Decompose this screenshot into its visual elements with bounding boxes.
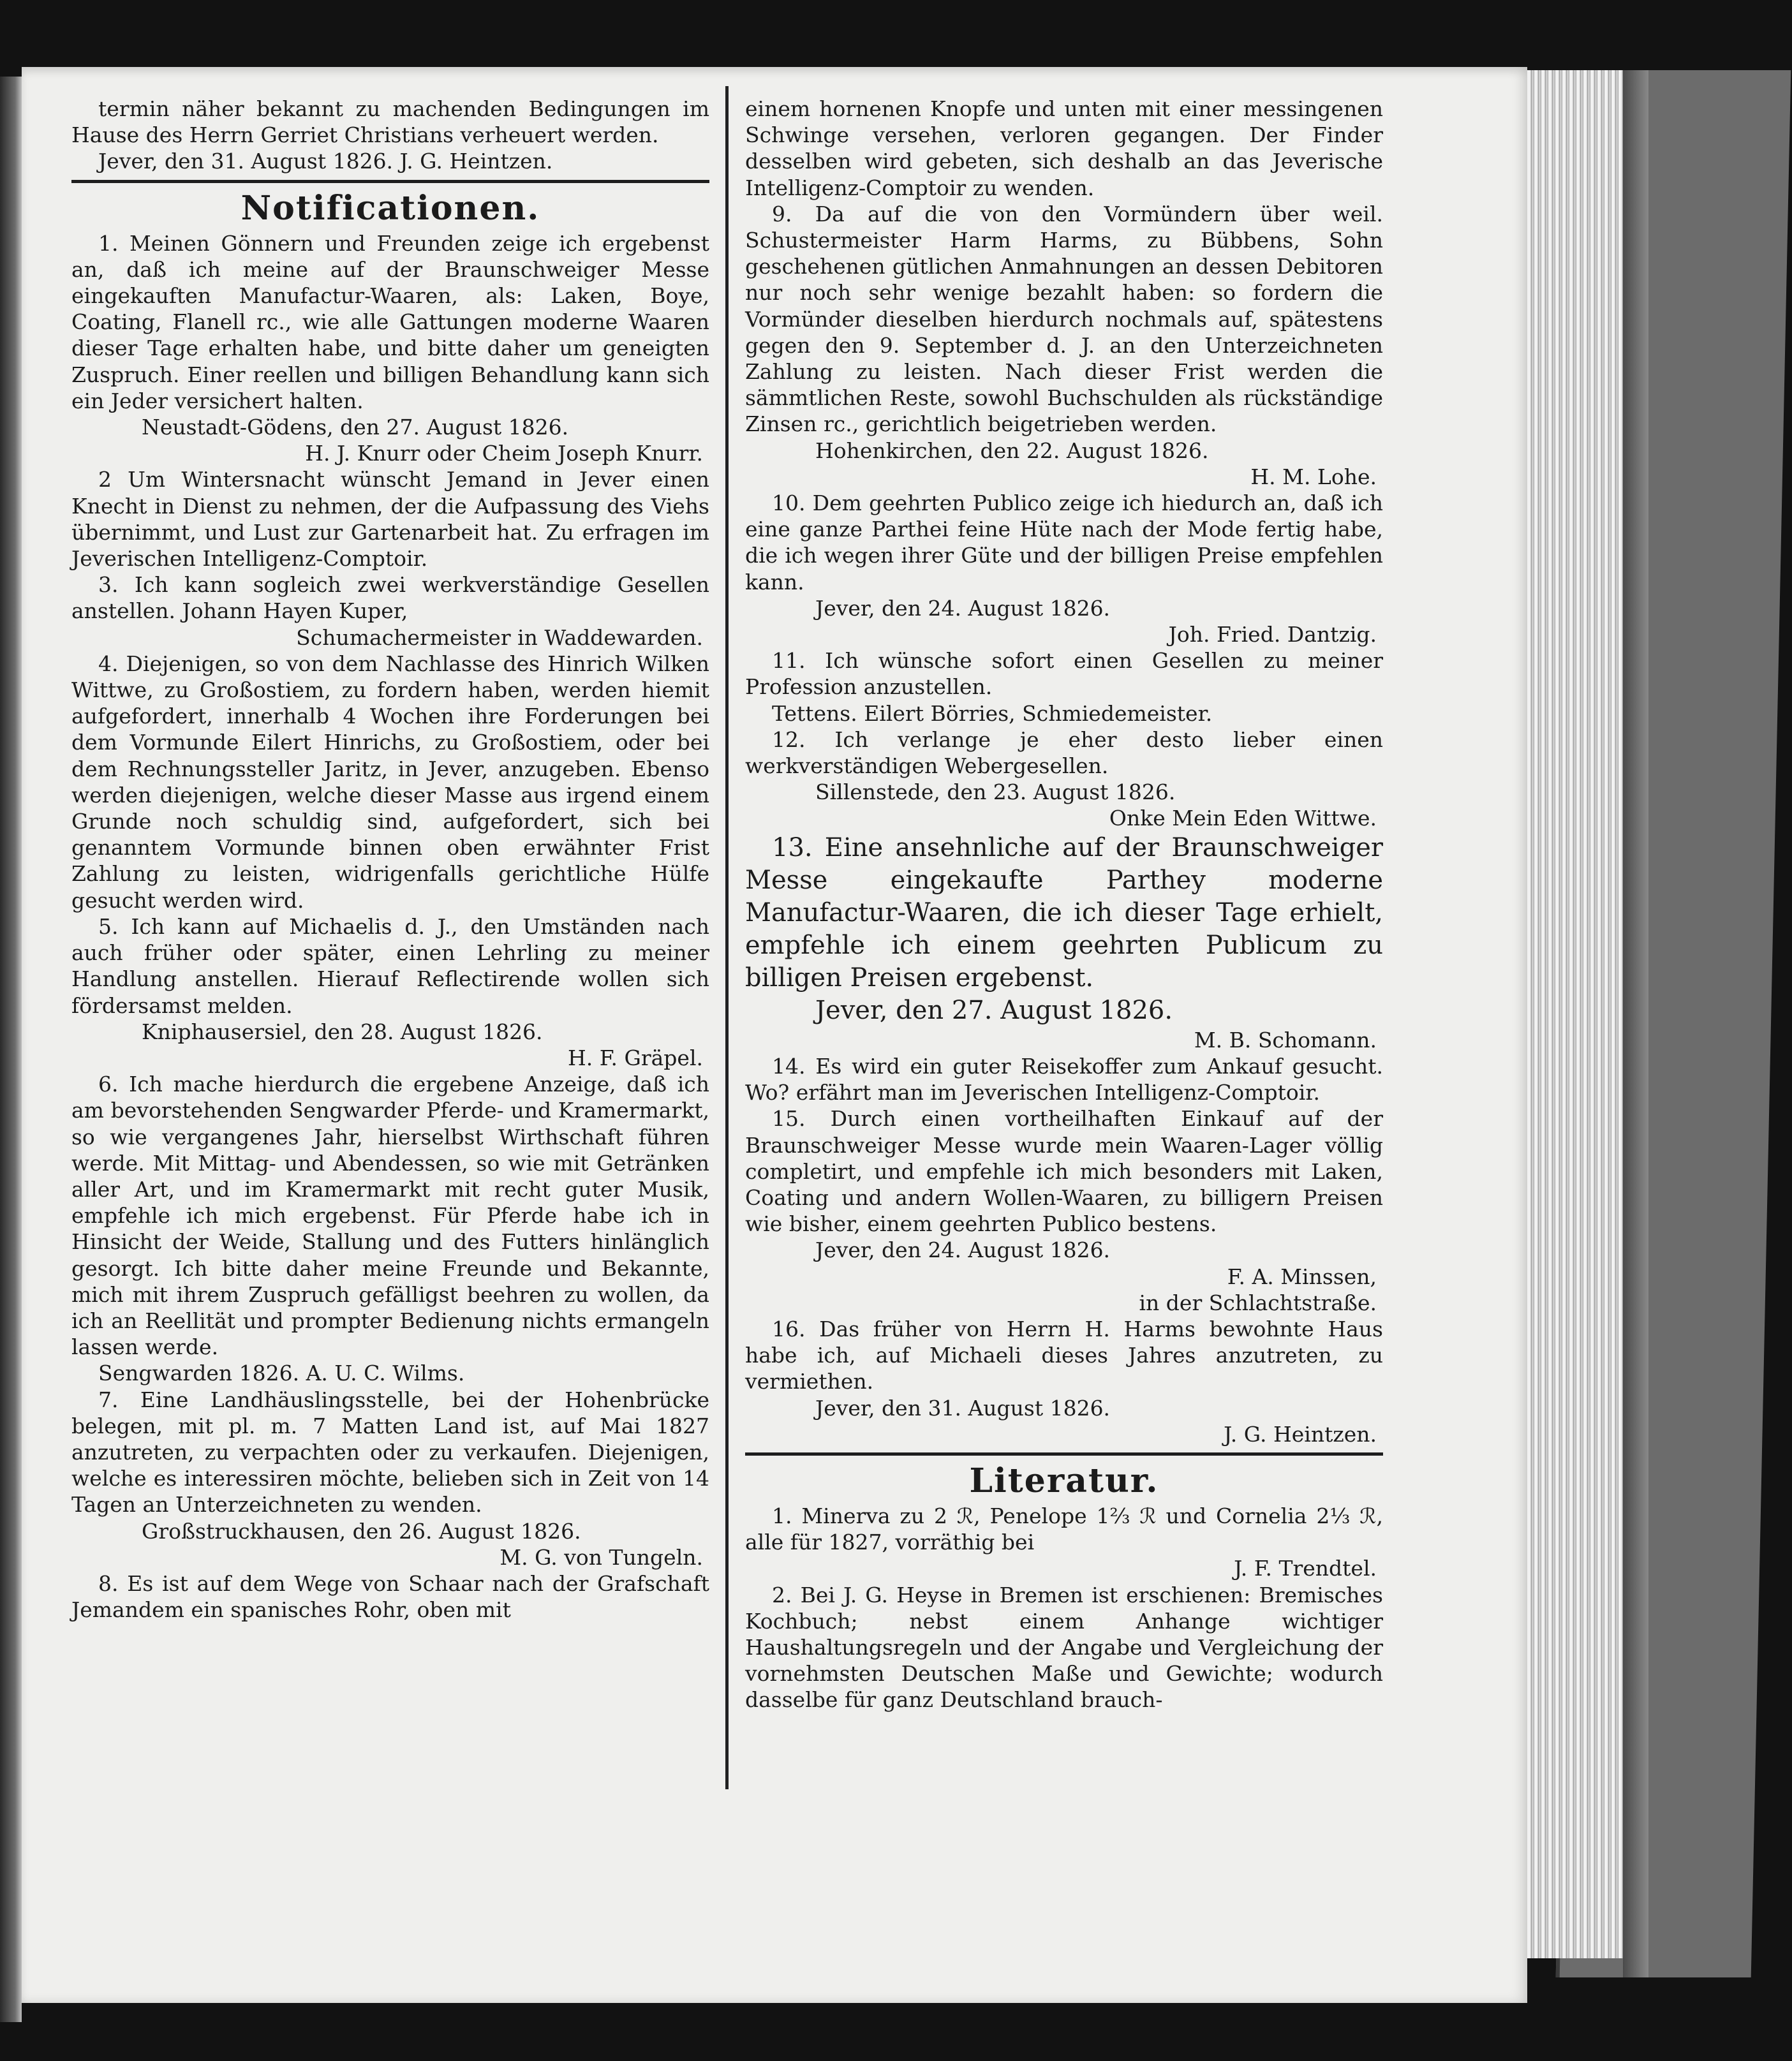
literature-1: 1. Minerva zu 2 ℛ, Penelope 1⅔ ℛ und Cornelia 2⅓ ℛ, alle für 1827, vorräthig bei <box>745 1503 1383 1555</box>
notice-6-signature: Sengwarden 1826. A. U. C. Wilms. <box>98 1361 465 1386</box>
left-column <box>71 96 709 1623</box>
notice-13-signature: M. B. Schomann. <box>1194 1027 1377 1053</box>
notice-15: 15. Durch einen vortheilhaften Einkauf auf der Braunschweiger Messe wurde mein Waaren-Lager völlig completirt, und empfehle ich mich besonders mit Laken, Coating und andern Wollen-Waaren, zu billigern Preisen wie bisher, einem geehrten Publico bestens. <box>745 1106 1383 1237</box>
notice-8-continued: einem hornenen Knopfe und unten mit einer messingenen Schwinge versehen, verloren gegangen. Der Finder desselben wird gebeten, sich deshalb an das Jeverische Intelligenz-Comptoir zu wenden. <box>745 96 1383 200</box>
notice-16: 16. Das früher von Herrn H. Harms bewohnte Haus habe ich, auf Michaeli dieses Jahres anzutreten, zu vermiethen. <box>745 1316 1383 1394</box>
notice-9-place: Hohenkirchen, den 22. August 1826. <box>815 438 1209 463</box>
notice-16-place: Jever, den 31. August 1826. <box>815 1395 1111 1421</box>
literature-1-signature: J. F. Trendtel. <box>1234 1556 1377 1581</box>
notice-2: 2 Um Wintersnacht wünscht Jemand in Jever einen Knecht in Dienst zu nehmen, der die Aufpassung des Viehs übernimmt, und Lust zur Gartenarbeit hat. Zu erfragen im Jeverischen Intelligenz-Comptoir. <box>71 467 709 572</box>
notice-3-signature: Schumachermeister in Waddewarden. <box>296 624 703 650</box>
notice-5-signature: H. F. Gräpel. <box>567 1045 703 1070</box>
binding-left-edge <box>0 77 22 2022</box>
notice-1-signature: H. J. Knurr oder Cheim Joseph Knurr. <box>305 441 703 466</box>
notice-13-place: Jever, den 27. August 1826. <box>815 995 1173 1025</box>
section-rule-literatur <box>745 1452 1383 1456</box>
notice-3: 3. Ich kann sogleich zwei werkverständige Gesellen anstellen. Johann Hayen Kuper, <box>71 572 709 624</box>
notice-9: 9. Da auf die von den Vormündern über weil. Schustermeister Harm Harms, zu Bübbens, Sohn geschehenen gütlichen Anmahnungen an dessen Debitoren nur noch sehr wenige bezahlt haben: so fordern die Vormünder dieselben hierdurch nochmals auf, spätestens gegen den 9. September d. J. an den Unterzeichneten Zahlung zu leisten. Nach dieser Frist werden die sämmtlichen Reste, sowohl Buchschulden als rückständige Zinsen rc., gerichtlich beigetrieben werden. <box>745 201 1383 437</box>
notice-15-signature: F. A. Minssen, <box>1227 1264 1377 1289</box>
notice-5: 5. Ich kann auf Michaelis d. J., den Umständen nach auch früher oder später, einen Lehrling zu meiner Handlung anstellen. Hierauf Reflectirende wollen sich fördersamst melden. <box>71 913 709 1018</box>
notice-1-place: Neustadt-Gödens, den 27. August 1826. <box>142 415 569 440</box>
book-cover-edge <box>1623 70 1648 1977</box>
notice-7: 7. Eine Landhäuslingsstelle, bei der Hohenbrücke belegen, mit pl. m. 7 Matten Land ist, auf Mai 1827 anzutreten, zu verpachten oder zu verkaufen. Diejenigen, welche es interessiren möchte, belieben sich in Zeit von 14 Tagen an Unterzeichneten zu wenden. <box>71 1387 709 1518</box>
notice-16-signature: J. G. Heintzen. <box>1224 1421 1377 1447</box>
notice-11-signature: Tettens. Eilert Börries, Schmiedemeister. <box>772 700 1213 726</box>
literature-2: 2. Bei J. G. Heyse in Bremen ist erschienen: Bremisches Kochbuch; nebst einem Anhange wichtiger Haushaltungsregeln und der Angabe und Vergleichung der vornehmsten Deutschen Maße und Gewichte; wodurch dasselbe für ganz Deutschland brauch- <box>745 1582 1383 1713</box>
page-edges <box>1527 70 1623 1958</box>
notice-12-place: Sillenstede, den 23. August 1826. <box>815 779 1176 805</box>
intro-text: termin näher bekannt zu machenden Bedingungen im Hause des Herrn Gerriet Christians verheuert werden. <box>71 96 709 148</box>
right-column <box>745 96 1383 1713</box>
notice-10-place: Jever, den 24. August 1826. <box>815 595 1111 621</box>
notice-12-signature: Onke Mein Eden Wittwe. <box>1109 806 1377 831</box>
notice-7-signature: M. G. von Tungeln. <box>500 1544 703 1570</box>
notice-4: 4. Diejenigen, so von dem Nachlasse des Hinrich Wilken Wittwe, zu Großostiem, zu fordern haben, werden hiemit aufgefordert, innerhalb 4 Wochen ihre Forderungen bei dem Vormunde Eilert Hinrichs, zu Großostiem, oder bei dem Rechnungssteller Jaritz, in Jever, anzugeben. Ebenso werden diejenigen, welche dieser Masse aus irgend einem Grunde noch schuldig sind, aufgefordert, sich bei genanntem Vormunde binnen oben erwähnter Frist Zahlung zu leisten, widrigenfalls gerichtliche Hülfe gesucht werden wird. <box>71 651 709 913</box>
notice-5-place: Kniphausersiel, den 28. August 1826. <box>142 1019 543 1044</box>
notice-13: 13. Eine ansehnliche auf der Braunschweiger Messe eingekaufte Parthey moderne Manufactur-Waaren, die ich dieser Tage erhielt, empfehle ich einem geehrten Publicum zu billigen Preisen ergebenst. <box>745 832 1383 993</box>
notice-14: 14. Es wird ein guter Reisekoffer zum Ankauf gesucht. Wo? erfährt man im Jeverischen Intelligenz-Comptoir. <box>745 1053 1383 1105</box>
notice-10: 10. Dem geehrten Publico zeige ich hiedurch an, daß ich eine ganze Parthei feine Hüte nach der Mode fertig habe, die ich wegen ihrer Güte und der billigen Preise empfehlen kann. <box>745 491 1383 595</box>
notice-15-signature-address: in der Schlachtstraße. <box>1139 1290 1377 1315</box>
notice-1: 1. Meinen Gönnern und Freunden zeige ich ergebenst an, daß ich meine auf der Braunschweiger Messe eingekauften Manufactur-Waaren, als: Laken, Boye, Coating, Flanell rc., wie alle Gattungen moderne Waaren dieser Tage erhalten habe, und bitte daher um geneigten Zuspruch. Einer reellen und billigen Behandlung kann sich ein Jeder versichert halten. <box>71 230 709 413</box>
notice-9-signature: H. M. Lohe. <box>1250 464 1377 489</box>
notice-7-place: Großstruckhausen, den 26. August 1826. <box>142 1518 581 1544</box>
literatur-heading: Literatur. <box>969 1461 1159 1500</box>
notificationen-heading: Notificationen. <box>241 188 540 228</box>
intro-signature: Jever, den 31. August 1826. J. G. Heintzen. <box>98 149 553 174</box>
notice-12: 12. Ich verlange je eher desto lieber einen werkverständigen Webergesellen. <box>745 727 1383 779</box>
notice-8: 8. Es ist auf dem Wege von Schaar nach der Grafschaft Jemandem ein spanisches Rohr, oben mit <box>71 1570 709 1623</box>
notice-15-place: Jever, den 24. August 1826. <box>815 1237 1111 1263</box>
notice-6: 6. Ich mache hierdurch die ergebene Anzeige, daß ich am bevorstehenden Sengwarder Pferde- und Kramermarkt, so wie vergangenes Jahr, hierselbst Wirthschaft führen werde. Mit Mittag- und Abendessen, so wie mit Getränken aller Art, und im Kramermarkt mit recht guter Musik, empfehle ich mich ergebenst. Für Pferde habe ich in Hinsicht der Weide, Stallung und des Futters hinlänglich gesorgt. Ich bitte daher meine Freunde und Bekannte, mich mit ihrem Zuspruch gefälligst beehren zu wollen, da ich an Reellität und prompter Bedienung nichts ermangeln lassen werde. <box>71 1072 709 1360</box>
column-divider <box>725 86 729 1789</box>
section-rule <box>71 180 709 183</box>
notice-10-signature: Joh. Fried. Dantzig. <box>1168 622 1377 647</box>
notice-11: 11. Ich wünsche sofort einen Gesellen zu meiner Profession anzustellen. <box>745 648 1383 700</box>
